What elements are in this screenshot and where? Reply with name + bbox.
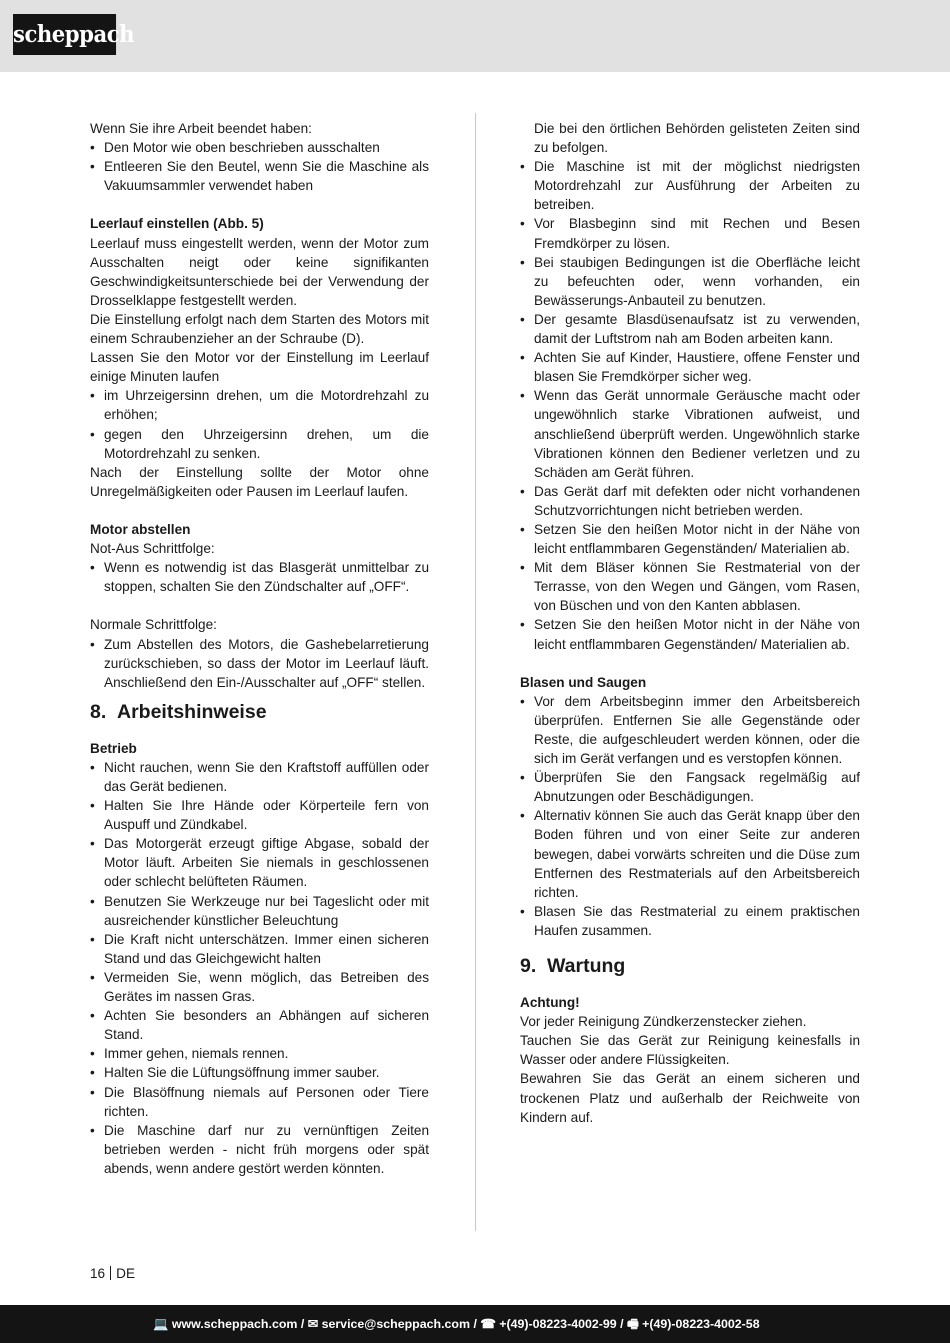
section-heading-9 (520, 954, 860, 978)
subheading-motor-abstellen: Motor abstellen (90, 521, 191, 537)
list-item: • Immer gehen, niemals rennen. (90, 1044, 429, 1063)
list-item: • Nicht rauchen, wenn Sie den Kraftstoff auffüllen oder das Gerät bedienen. (90, 758, 429, 796)
section-title: Arbeitshinweise (117, 700, 267, 723)
section-number: 9. (520, 955, 537, 978)
list-item: • im Uhrzeigersinn drehen, um die Motordrehzahl zu erhöhen; (90, 386, 429, 424)
list-item: • Den Motor wie oben beschrieben ausschalten (90, 138, 429, 157)
subheading-achtung: Achtung! (520, 995, 580, 1011)
footer-band (0, 1305, 950, 1343)
list-item: • Vor dem Arbeitsbeginn immer den Arbeitsbereich überprüfen. Entfernen Sie alle Gegenstände oder Reste, die aufgeschleudert werden können, oder die sich im Gerät verfangen und es verstopfen können. (520, 692, 860, 768)
column-divider (475, 113, 476, 1231)
list-item: • Blasen Sie das Restmaterial zu einem praktischen Haufen zusammen. (520, 902, 860, 940)
subheading-blasen: Blasen und Saugen (520, 674, 647, 690)
page-number (90, 1265, 135, 1282)
paragraph: Tauchen Sie das Gerät zur Reinigung keinesfalls in Wasser oder andere Flüssigkeiten. (520, 1033, 860, 1068)
paragraph: Not-Aus Schrittfolge: (90, 541, 215, 557)
paragraph: Bewahren Sie das Gerät an einem sicheren und trockenen Platz und außerhalb der Reichweite von Kindern auf. (520, 1071, 860, 1125)
list-item: • Überprüfen Sie den Fangsack regelmäßig auf Abnutzungen oder Beschädigungen. (520, 768, 860, 806)
list-item: • Benutzen Sie Werkzeuge nur bei Tageslicht oder mit ausreichender künstlicher Beleuchtung (90, 892, 429, 930)
section-title: Wartung (547, 955, 626, 978)
normal-bullets (90, 635, 429, 692)
right-column (520, 119, 860, 1127)
footer-contact: 💻 www.scheppach.com / ✉ service@scheppach.com / ☎ +(49)-08223-4002-99 / 🖷 +(49)-08223-4002-58 (153, 1317, 760, 1331)
section-number: 8. (90, 700, 107, 723)
leerlauf-bullets (90, 386, 429, 462)
list-item: • gegen den Uhrzeigersinn drehen, um die Motordrehzahl zu senken. (90, 425, 429, 463)
list-item: • Bei staubigen Bedingungen ist die Oberfläche leicht zu befeuchten oder, wenn vorhanden, ein Bewässerungs-Anbauteil zu benutzen. (520, 253, 860, 310)
intro-text: Wenn Sie ihre Arbeit beendet haben: (90, 121, 312, 136)
list-item: • Mit dem Bläser können Sie Restmaterial von der Terrasse, von den Wegen und Gängen, vom Rasen, von Büschen und von den Kanten abblasen. (520, 558, 860, 615)
list-item: • Vor Blasbeginn sind mit Rechen und Besen Fremdkörper zu lösen. (520, 214, 860, 252)
page-number-value: 16 (90, 1266, 106, 1281)
list-item: • Halten Sie Ihre Hände oder Körperteile fern von Auspuff und Zündkabel. (90, 796, 429, 834)
list-item: • Das Motorgerät erzeugt giftige Abgase, sobald der Motor läuft. Arbeiten Sie niemals in geschlossenen oder schlecht belüfteten Räumen. (90, 834, 429, 891)
list-item: • Halten Sie die Lüftungsöffnung immer sauber. (90, 1063, 429, 1082)
continued-bullets (520, 119, 860, 654)
betrieb-bullets (90, 758, 429, 1178)
language-code: DE (116, 1266, 136, 1281)
list-item: • Die Maschine darf nur zu vernünftigen Zeiten betrieben werden - nicht früh morgens oder spät abends, wenn andere gestört werden könnten. (90, 1121, 429, 1178)
list-item: • Alternativ können Sie auch das Gerät knapp über den Boden führen und von einer Seite zur anderen bewegen, dabei vorwärts schreiten und die Düse zum Entfernen des Restmaterials auf den Arbeitsbereich richten. (520, 806, 860, 901)
list-item: • Entleeren Sie den Beutel, wenn Sie die Maschine als Vakuumsammler verwendet haben (90, 157, 429, 195)
list-item: • Achten Sie besonders an Abhängen auf sicheren Stand. (90, 1006, 429, 1044)
section-heading-8 (90, 700, 429, 724)
brand-logo: scheppach (13, 14, 116, 55)
list-item: • Setzen Sie den heißen Motor nicht in der Nähe von leicht entflammbaren Gegenständen/ Materialien ab. (520, 520, 860, 558)
list-item: • Vermeiden Sie, wenn möglich, das Betreiben des Gerätes im nassen Gras. (90, 968, 429, 1006)
list-item: • Achten Sie auf Kinder, Haustiere, offene Fenster und blasen Sie Fremdkörper sicher weg. (520, 348, 860, 386)
subheading-leerlauf: Leerlauf einstellen (Abb. 5) (90, 216, 264, 232)
list-item: • Der gesamte Blasdüsenaufsatz ist zu verwenden, damit der Luftstrom nah am Boden arbeiten kann. (520, 310, 860, 348)
list-item: • Wenn das Gerät unnormale Geräusche macht oder ungewöhnlich starke Vibrationen aufweist, und anschließend überprüft werden. Ungewöhnlich starke Vibrationen können den Bediener verletzen und zu Schäden am Gerät führen. (520, 386, 860, 481)
paragraph: Nach der Einstellung sollte der Motor ohne Unregelmäßigkeiten oder Pausen im Leerlauf laufen. (90, 464, 429, 499)
paragraph: Die Einstellung erfolgt nach dem Starten des Motors mit einem Schraubenzieher an der Schraube (D). (90, 311, 429, 347)
list-item-continuation: Die bei den örtlichen Behörden gelisteten Zeiten sind zu befolgen. (534, 121, 860, 156)
paragraph: Vor jeder Reinigung Zündkerzenstecker ziehen. (520, 1014, 807, 1030)
paragraph: Leerlauf muss eingestellt werden, wenn der Motor zum Ausschalten neigt oder keine signifikanten Geschwindigkeitsunterschiede bei der Verwendung der Drosselklappe festgestellt werden. (90, 235, 429, 308)
paragraph: Normale Schrittfolge: (90, 617, 217, 633)
list-item: • Das Gerät darf mit defekten oder nicht vorhandenen Schutzvorrichtungen nicht betrieben werden. (520, 482, 860, 520)
header-band (0, 0, 950, 72)
intro-bullets (90, 138, 429, 195)
paragraph: Lassen Sie den Motor vor der Einstellung im Leerlauf einige Minuten laufen (90, 350, 429, 385)
list-item: • Wenn es notwendig ist das Blasgerät unmittelbar zu stoppen, schalten Sie den Zündschalter auf „OFF“. (90, 558, 429, 596)
list-item: • Die Kraft nicht unterschätzen. Immer einen sicheren Stand und das Gleichgewicht halten (90, 930, 429, 968)
subheading-betrieb: Betrieb (90, 740, 137, 756)
list-item: • Setzen Sie den heißen Motor nicht in der Nähe von leicht entflammbaren Gegenständen/ Materialien ab. (520, 615, 860, 653)
list-item: • Zum Abstellen des Motors, die Gashebelarretierung zurückschieben, so dass der Motor im Leerlauf läuft. Anschließend den Ein-/Ausschalter auf „OFF“ stellen. (90, 635, 429, 692)
list-item: • Die Blasöffnung niemals auf Personen oder Tiere richten. (90, 1083, 429, 1121)
left-column (90, 119, 429, 1178)
list-item: • Die Maschine ist mit der möglichst niedrigsten Motordrehzahl zur Ausführung der Arbeiten zu betreiben. (520, 157, 860, 214)
blasen-bullets (520, 692, 860, 940)
not-aus-bullets (90, 558, 429, 596)
